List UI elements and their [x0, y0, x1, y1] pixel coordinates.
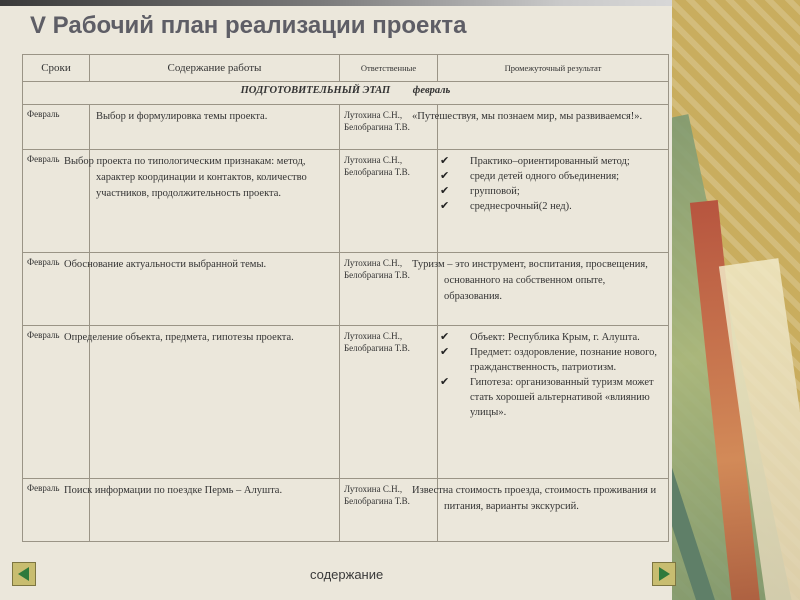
list-item: ✔ Практико–ориентированный метод;: [440, 155, 630, 167]
responsible-person: Лутохина С.Н.,: [344, 110, 403, 120]
stage-name: ПОДГОТОВИТЕЛЬНЫЙ ЭТАП: [240, 85, 391, 96]
date-cell: Февраль: [23, 105, 90, 150]
stage-month: февраль: [412, 85, 451, 96]
result-cell: [438, 326, 669, 479]
responsible-person: Лутохина С.Н.,: [344, 155, 403, 165]
decorative-side-panel: [672, 0, 800, 600]
check-icon: ✔: [440, 346, 450, 358]
list-item: ✔ Гипотеза: организованный туризм может стать хорошей альтернативой «влиянию улицы».: [440, 376, 654, 418]
prev-slide-button[interactable]: [12, 562, 36, 586]
responsible-person: Белобрагина Т.В.: [344, 496, 410, 506]
result-cell: [438, 150, 669, 253]
work-cell: Выбор проекта по типологическим признакам: метод, характер координации и контактов, количество участников, продолжительность проекта.: [90, 150, 340, 253]
responsible-person: Белобрагина Т.В.: [344, 167, 410, 177]
date-cell: Февраль: [23, 150, 90, 253]
table-header-row: [23, 55, 669, 82]
check-icon: ✔: [440, 200, 450, 212]
stage-row: [23, 82, 669, 105]
date-cell: Февраль: [23, 479, 90, 542]
work-cell: Поиск информации по поездке Пермь – Алушта.: [90, 479, 340, 542]
table-row: [23, 105, 669, 150]
responsible-person: Белобрагина Т.В.: [344, 122, 410, 132]
list-item: ✔ среднесрочный(2 нед).: [440, 200, 572, 212]
responsible-person: Лутохина С.Н.,: [344, 331, 403, 341]
header-result: Промежуточный результат: [438, 55, 669, 82]
responsible-person: Лутохина С.Н.,: [344, 258, 403, 268]
table-row: [23, 150, 669, 253]
check-icon: ✔: [440, 155, 450, 167]
result-cell: Туризм – это инструмент, воспитания, просвещения, основанного на собственном опыте, образования.: [438, 253, 669, 326]
work-cell: Выбор и формулировка темы проекта.: [90, 105, 340, 150]
list-item: ✔ Предмет: оздоровление, познание нового, гражданственность, патриотизм.: [440, 346, 658, 373]
result-cell: «Путешествуя, мы познаем мир, мы развиваемся!».: [438, 105, 669, 150]
date-cell: Февраль: [23, 253, 90, 326]
date-cell: Февраль: [23, 326, 90, 479]
list-item: ✔ Объект: Республика Крым, г. Алушта.: [440, 331, 640, 343]
table-row: [23, 253, 669, 326]
responsible-cell: [340, 150, 438, 253]
table-row: [23, 479, 669, 542]
responsible-person: Лутохина С.Н.,: [344, 484, 403, 494]
check-icon: ✔: [440, 376, 450, 388]
page-title: V Рабочий план реализации проекта: [30, 12, 467, 39]
result-cell: Известна стоимость проезда, стоимость проживания и питания, варианты экскурсий.: [438, 479, 669, 542]
arrow-right-icon: [653, 563, 675, 585]
work-cell: Определение объекта, предмета, гипотезы проекта.: [90, 326, 340, 479]
header-responsible: Ответственные: [340, 55, 438, 82]
contents-link[interactable]: содержание: [310, 567, 384, 582]
header-work: Содержание работы: [90, 55, 340, 82]
next-slide-button[interactable]: [652, 562, 676, 586]
check-icon: ✔: [440, 170, 450, 182]
table-row: [23, 326, 669, 479]
responsible-person: Белобрагина Т.В.: [344, 343, 410, 353]
arrow-left-icon: [13, 563, 35, 585]
result-list: [440, 154, 664, 214]
work-cell: Обоснование актуальности выбранной темы.: [90, 253, 340, 326]
result-list: [440, 330, 664, 420]
responsible-cell: [340, 326, 438, 479]
check-icon: ✔: [440, 331, 450, 343]
check-icon: ✔: [440, 185, 450, 197]
stage-cell: [23, 82, 669, 105]
plan-table: [22, 54, 669, 542]
list-item: ✔ среди детей одного объединения;: [440, 170, 620, 182]
list-item: ✔ групповой;: [440, 185, 520, 197]
header-dates: Сроки: [23, 55, 90, 82]
responsible-person: Белобрагина Т.В.: [344, 270, 410, 280]
